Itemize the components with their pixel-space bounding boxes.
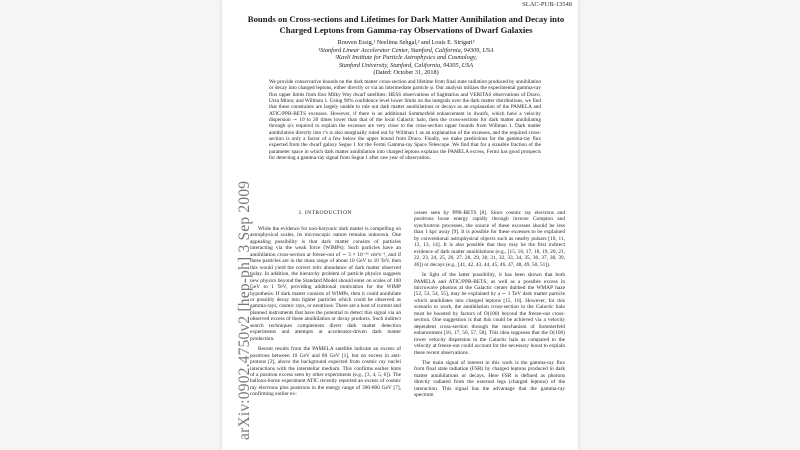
- affiliation-1: ¹Stanford Linear Accelerator Center, Stanford, California, 94309, USA: [318, 46, 494, 54]
- paper-page: [222, 0, 578, 450]
- left-paragraph-2: Recent results from the PAMELA satellite indicate an excess of positrons between 10 GeV and 80 GeV [1], but no excess in anti-protons [2], above the background expected from cosmic ray nuclei interactions with the interstellar medium. This confirms earlier hints of a positron excess seen by other experiments (e.g., [3, 4, 5, 6]). The balloon-borne experiment ATIC recently reported an excess of cosmic ray electrons plus positrons in the energy range of 300-800 GeV [7], confirming earlier ex-: [250, 346, 401, 398]
- right-paragraph-1: cesses seen by PPB-BETS [8]. Since cosmic ray electrons and positrons loose energy rapidly through inverse Compton and synchrotron processes, the source of these excesses should be less than 1 kpc away [9]. It is possible for these excesses to be explained by conventional astrophysical objects such as nearby pulsars [10, 11, 12, 13, 14]. It is also possible that they may be the first indirect evidence of dark matter annihilations (e.g., [15, 16, 17, 18, 19, 20, 21, 22, 23, 24, 25, 26, 27, 28, 29, 30, 31, 32, 33, 34, 35, 36, 37, 38, 39, 40]) or decays (e.g., [41, 42, 43, 44, 45, 46, 47, 48, 49, 50, 51]).: [414, 210, 565, 268]
- report-number: SLAC-PUB-13548: [522, 1, 572, 8]
- right-paragraph-3: The main signal of interest in this work is the gamma-ray flux from final state radiation (FSR) by charged leptons produced in dark matter annihilations or decays. Here FSR is defined as photons directly radiated from the external legs (charged leptons) of the interaction. This signal has the advantage that the gamma-ray spectrum: [414, 359, 565, 399]
- left-column: [250, 226, 401, 402]
- author-block: [246, 39, 566, 77]
- author-list: Rouven Essig,¹ Neelima Sehgal,² and Louis E. Strigari²: [337, 39, 475, 46]
- arxiv-identifier-stamp: arXiv:0902.4750v2 [hep-ph] 3 Sep 2009: [236, 180, 253, 440]
- abstract: We provide conservative bounds on the dark matter cross-section and lifetime from final state radiation produced by annihilation or decay into charged leptons, either directly or via an intermediate particle φ. Our analysis utilizes the experimental gamma-ray flux upper limits from four Milky Way dwarf satellites: HESS observations of Sagittarius and VERITAS observations of Draco, Ursa Minor, and Willman 1. Using 90% confidence level lower limits on the integrals over the dark matter distributions, we find that these constraints are largely unable to rule out dark matter annihilations or decays as an explanation of the PAMELA and ATIC/PPB-BETS excesses. However, if there is an additional Sommerfeld enhancement in dwarfs, which have a velocity dispersion ∼ 10 to 20 times lower than that of the local Galactic halo, then the cross-sections for dark matter annihilating through φ's required to explain the excesses are very close to the cross-section upper bounds from Willman 1. Dark matter annihilation directly into τ's is also marginally ruled out by Willman 1 as an explanation of the excesses, and the required cross-section is only a factor of a few below the upper bound from Draco. Finally, we make predictions for the gamma-ray flux expected from the dwarf galaxy Segue 1 for the Fermi Gamma-ray Space Telescope. We find that for a sizeable fraction of the parameter space in which dark matter annihilation into charged leptons explains the PAMELA excess, Fermi has good prospects for detecting a gamma-ray signal from Segue 1 after one year of observation.: [269, 79, 541, 162]
- right-column: [414, 210, 565, 403]
- paper-title: Bounds on Cross-sections and Lifetimes for Dark Matter Annihilation and Decay into Charged Leptons from Gamma-ray Observations of Dwarf Galaxies: [247, 14, 565, 35]
- date-line: (Dated: October 31, 2018): [373, 69, 439, 77]
- right-paragraph-2: In light of the latter possibility, it has been shown that both PAMELA and ATIC/PPB-BETS, as well as a possible excess in microwave photons at the Galactic center dubbed the WMAP haze [52, 53, 54, 55], may be explained by a ∼ 1 TeV dark matter particle which annihilates into charged leptons [15, 16]. However, for this scenario to work, the annihilation cross-section in the Galactic halo must be boosted by factors of O(100) beyond the freeze-out cross-section. One suggestion is that this could be achieved via a velocity dependent cross-section through the mechanism of Sommerfeld enhancement [16, 17, 56, 57, 58]. This idea supposes that the O(100) lower velocity dispersion in the Galactic halo as compared to the velocity at freeze-out could account for the necessary boost to explain these recent observations.: [414, 272, 565, 356]
- affiliation-2: ²Kavli Institute for Particle Astrophysics and Cosmology,: [335, 54, 477, 62]
- affiliation-3: Stanford University, Stanford, California, 94305, USA: [338, 61, 474, 69]
- left-paragraph-1: While the evidence for non-baryonic dark matter is compelling on astrophysical scales, its microscopic nature remains unknown. One appealing possibility is that dark matter consists of particles interacting via the weak force (WIMPs). Such particles have an annihilation cross-section at freeze-out of ∼ 3 × 10⁻²⁶ cm³s⁻¹, and if these particles are in the mass range of about 10 GeV to 10 TeV, then this would yield the correct relic abundance of dark matter observed today. In addition, the hierarchy problem of particle physics suggests new physics beyond the Standard Model should enter on scales of 100 GeV to 1 TeV, providing additional motivation for the WIMP hypothesis. If dark matter consists of WIMPs, then it could annihilate or possibly decay into lighter particles which could be observed as gamma-rays, cosmic rays, or neutrinos. There are a host of current and planned instruments that have the potential to detect this signal via an observed excess of these annihilation or decay products. Such indirect search techniques complement direct dark matter detection experiments and attempts at accelerator-driven dark matter production.: [250, 226, 401, 342]
- section-heading: I. INTRODUCTION: [299, 210, 352, 216]
